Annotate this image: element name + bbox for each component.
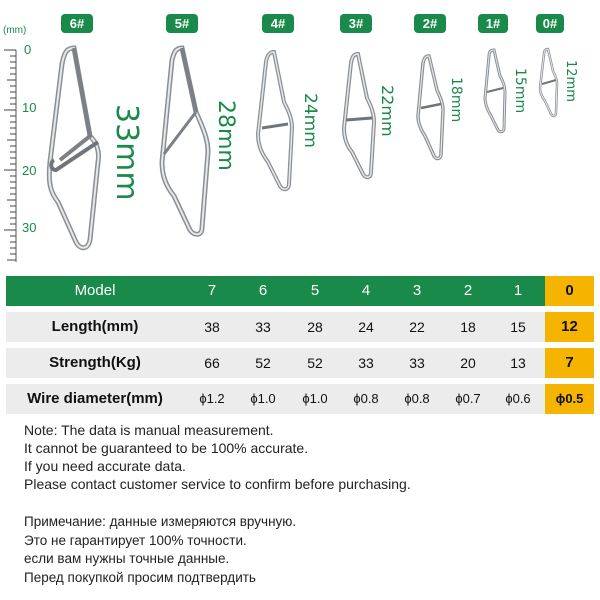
snap-clip-2-illustration	[413, 52, 449, 167]
header-cell: 6	[258, 282, 268, 299]
length-label-6: 33mm	[109, 104, 144, 201]
snap-clip-5-illustration	[152, 42, 222, 242]
header-cell: 1	[513, 282, 523, 299]
wire-diameter-label: Wire diameter(mm)	[27, 390, 163, 407]
table-cell: ϕ1.0	[302, 391, 328, 406]
header-cell: 3	[412, 282, 422, 299]
size-tag-5: 5#	[166, 14, 198, 33]
note-line: Примечание: данные измеряются вручную.	[24, 514, 297, 529]
wire-highlight-cell: ϕ0.5	[545, 384, 594, 414]
table-cell: ϕ0.8	[353, 391, 379, 406]
note-line: Please contact customer service to confirm before purchasing.	[24, 476, 411, 492]
ruler-unit-label: (mm)	[3, 25, 27, 36]
note-line: Это не гарантирует 100% точности.	[24, 532, 247, 548]
table-cell: ϕ1.2	[199, 391, 225, 406]
size-tag-3: 3#	[340, 14, 372, 33]
size-tag-4: 4#	[262, 14, 294, 33]
size-tag-2: 2#	[414, 14, 446, 33]
note-line: если вам нужны точные данные.	[24, 551, 230, 566]
size-tag-6: 6#	[61, 14, 93, 33]
table-cell: 20	[460, 355, 476, 371]
snap-clip-4-illustration	[252, 48, 302, 198]
note-line: It cannot be guaranteed to be 100% accurate.	[24, 440, 309, 456]
length-label-5: 28mm	[213, 100, 238, 171]
header-cell: 5	[310, 282, 320, 299]
header-highlight-cell: 0	[545, 276, 594, 306]
table-cell: ϕ0.7	[455, 391, 481, 406]
length-highlight-cell: 12	[545, 312, 594, 342]
strength-label: Strength(Kg)	[49, 354, 141, 371]
table-cell: 52	[255, 355, 271, 371]
ruler-label-10: 10	[22, 100, 37, 115]
length-label-4: 24mm	[300, 93, 320, 148]
length-label: Length(mm)	[51, 318, 139, 335]
table-cell: 13	[510, 355, 526, 371]
snap-clip-6-illustration	[38, 42, 118, 257]
notes-english	[24, 421, 411, 493]
length-label-3: 22mm	[378, 85, 397, 137]
ruler-scale	[0, 0, 20, 270]
table-header-row	[6, 276, 594, 306]
size-tag-1: 1#	[478, 14, 508, 33]
table-cell: ϕ0.8	[404, 391, 430, 406]
table-cell: 15	[510, 319, 526, 335]
size-tag-0: 0#	[536, 14, 564, 33]
table-cell: 18	[460, 319, 476, 335]
note-line: Перед покупкой просим подтвердить	[24, 569, 256, 585]
note-line: Note: The data is manual measurement.	[24, 422, 274, 438]
table-cell: 33	[358, 355, 374, 371]
header-cell: 7	[207, 282, 217, 299]
table-cell: 33	[255, 319, 271, 335]
table-cell: 28	[307, 319, 323, 335]
notes-russian	[24, 513, 296, 587]
length-label-0: 12mm	[563, 60, 578, 102]
table-row-wire-diameter	[6, 384, 594, 414]
ruler-label-20: 20	[22, 163, 37, 178]
snap-clip-3-illustration	[338, 50, 382, 185]
table-cell: 24	[358, 319, 374, 335]
snap-clip-1-illustration	[480, 46, 510, 138]
table-row-length	[6, 312, 594, 342]
header-model-label: Model	[74, 282, 116, 299]
length-label-2: 18mm	[448, 77, 464, 123]
table-cell: 66	[204, 355, 220, 371]
length-label-1: 15mm	[512, 68, 528, 114]
table-cell: ϕ1.0	[250, 391, 276, 406]
table-cell: 33	[409, 355, 425, 371]
note-line: If you need accurate data.	[24, 458, 186, 474]
ruler-label-0: 0	[24, 42, 32, 57]
table-cell: 38	[204, 319, 220, 335]
table-cell: 22	[409, 319, 425, 335]
table-row-strength	[6, 348, 594, 378]
table-cell: 52	[307, 355, 323, 371]
snap-clip-0-illustration	[536, 46, 562, 122]
header-cell: 4	[361, 282, 371, 299]
header-cell: 2	[463, 282, 473, 299]
product-image-area	[0, 0, 600, 270]
table-cell: ϕ0.6	[505, 391, 531, 406]
strength-highlight-cell: 7	[545, 348, 594, 378]
ruler-label-30: 30	[22, 220, 37, 235]
